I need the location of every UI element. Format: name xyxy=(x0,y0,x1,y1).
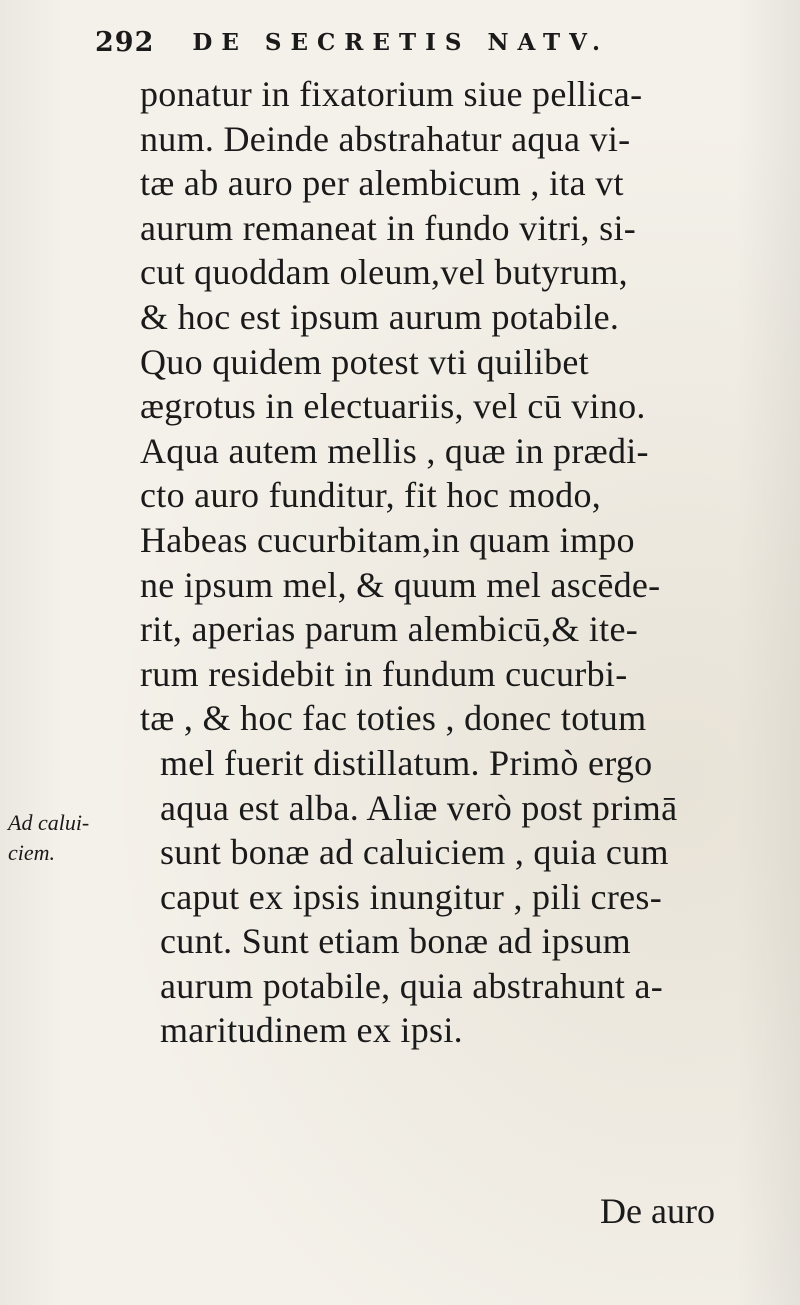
running-head: DE SECRETIS NATV. xyxy=(192,28,609,56)
text-line: ponatur in fixatorium siue pellica- xyxy=(140,74,643,114)
text-line: Quo quidem potest vti quilibet xyxy=(140,341,589,382)
text-line: rit, aperias parum alembicū,& ite- xyxy=(140,609,639,650)
page-number: 292 xyxy=(95,26,155,58)
catchword: De auro xyxy=(600,1191,715,1231)
margin-note-line: Ad calui- xyxy=(8,810,90,835)
text-line: caput ex ipsis inungitur , pili cres- xyxy=(160,876,663,917)
text-line: ne ipsum mel, & quum mel ascēde- xyxy=(140,564,661,605)
text-line: num. Deinde abstrahatur aqua vi- xyxy=(140,118,631,159)
page-header xyxy=(95,22,715,62)
text-line: Aqua autem mellis , quæ in prædi- xyxy=(140,430,649,471)
text-line: sunt bonæ ad caluiciem , quia cum xyxy=(160,832,669,873)
text-line: cto auro funditur, fit hoc modo, xyxy=(140,475,602,516)
text-line: aurum potabile, quia abstrahunt a- xyxy=(160,965,664,1006)
text-line: maritudinem ex ipsi. xyxy=(160,1010,463,1051)
text-line: ægrotus in electuariis, vel cū vino. xyxy=(140,386,646,427)
text-line: mel fuerit distillatum. Primò ergo xyxy=(160,742,653,783)
body-text xyxy=(140,72,780,1053)
text-line: cut quoddam oleum,vel butyrum, xyxy=(140,252,628,293)
text-line: & hoc est ipsum aurum potabile. xyxy=(140,296,620,337)
text-line: tæ ab auro per alembicum , ita vt xyxy=(140,163,624,204)
text-line: rum residebit in fundum cucurbi- xyxy=(140,653,628,694)
text-line: Habeas cucurbitam,in quam impo xyxy=(140,519,635,560)
text-line: cunt. Sunt etiam bonæ ad ipsum xyxy=(160,921,631,962)
margin-note xyxy=(8,808,128,868)
text-line: aurum remaneat in fundo vitri, si- xyxy=(140,207,637,248)
margin-note-line: ciem. xyxy=(8,840,56,865)
text-line: aqua est alba. Aliæ verò post primā xyxy=(160,787,678,828)
text-line: tæ , & hoc fac toties , donec totum xyxy=(140,698,647,739)
